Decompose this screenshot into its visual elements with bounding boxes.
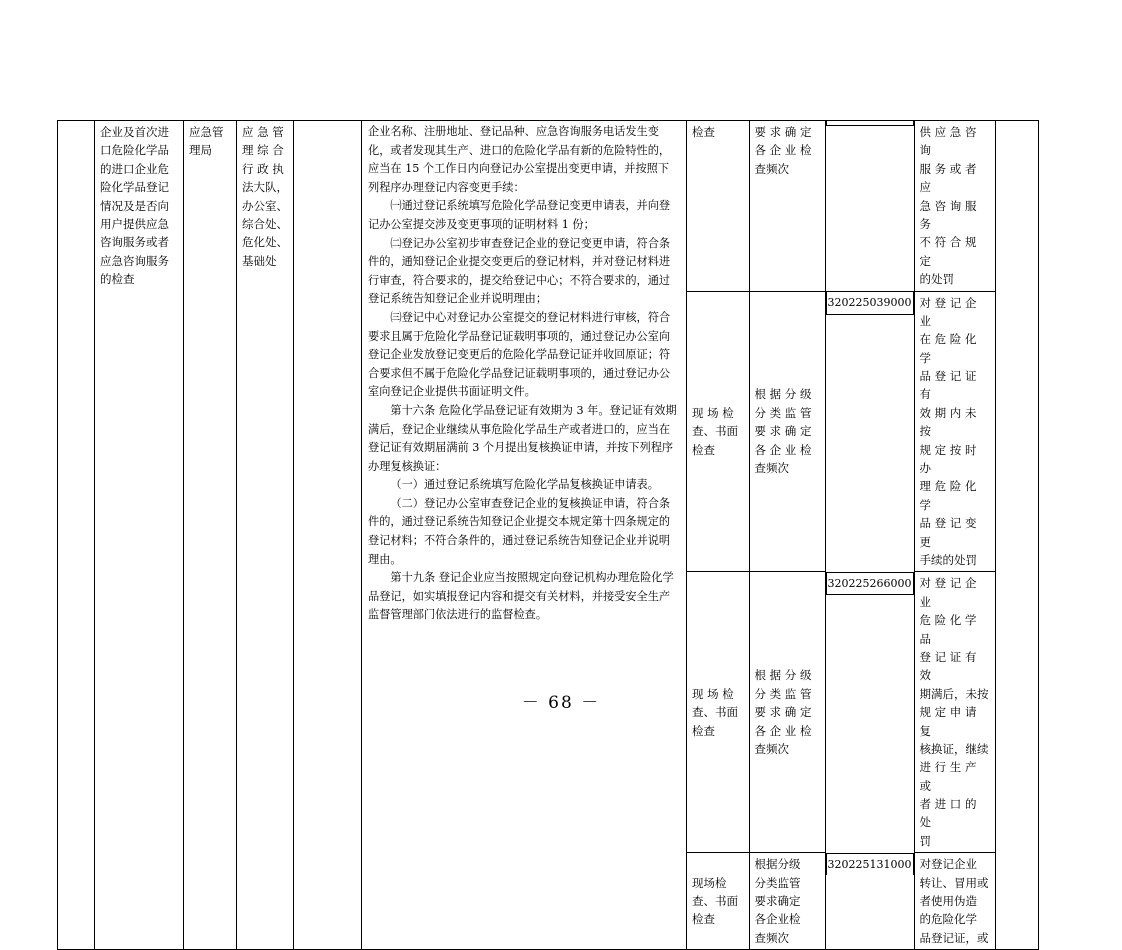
item-code: 320225266000 (826, 572, 914, 596)
legal-basis-cell (362, 121, 687, 950)
sub-row (687, 121, 996, 291)
inspection-method: 检查 (687, 121, 749, 291)
violation-description: 对 登 记 企 业 在 危 险 化 学 品 登 记 证 有 效 期 内 未 按 规 定 按 时 办 理 危 险 化 学 品 登 记 变 更 手续的处罚 (914, 291, 996, 572)
law-paragraph: ㈢登记中心对登记办公室提交的登记材料进行审核，符合要求且属于危险化学品登记证载明事项的，通过登记办公室向登记企业发放登记变更后的危险化学品登记证并收回原证；符合要求但不属于危险化学品登记证载明事项的，通过登记办公室向登记企业提供书面证明文件。 (368, 310, 671, 399)
enforcement-table (57, 120, 1039, 950)
inspection-frequency: 根据分级 分类监管 要求确定 各企业检 查频次 (749, 853, 825, 949)
law-paragraph: ㈠通过登记系统填写危险化学品登记变更申请表，并向登记办公室提交涉及变更事项的证明材料 1 份； (368, 199, 671, 231)
item-name-cell: 企业及首次进 口危险化学品 的进口企业危 险化学品登记 情况及是否向 用户提供应急 咨询服务或者 应急咨询服务 的检查 (95, 121, 184, 950)
inspection-method: 现场检 查、书面 检查 (687, 853, 749, 949)
law-paragraph: （二）登记办公室审查登记企业的复核换证申请，符合条件的，通过登记系统告知登记企业提交本规定第十四条规定的登记材料；不符合条件的，通过登记系统告知登记企业并说明理由。 (368, 496, 671, 566)
sub-rows-table (687, 121, 996, 949)
remarks-cell (996, 121, 1039, 950)
item-code: 320225039000 (826, 291, 914, 315)
violation-description: 对登记企业 转让、冒用或 者使用伪造 的危险化学 品登记证，或 (914, 853, 996, 949)
empty-cell (294, 121, 362, 950)
table-row (58, 121, 1039, 950)
sub-row (687, 853, 996, 949)
law-paragraph: 第十九条 登记企业应当按照规定向登记机构办理危险化学品登记，如实填报登记内容和提交有关材料，并接受安全生产监督管理部门依法进行的监督检查。 (368, 571, 674, 622)
law-paragraph: ㈡登记办公室初步审查登记企业的登记变更申请，符合条件的，通知登记企业提交变更后的登记材料，并对登记材料进行审查，符合要求的，提交给登记中心；不符合要求的，通过登记系统告知登记企业并说明理由； (368, 236, 671, 306)
inspection-frequency: 根 据 分 级 分 类 监 管 要 求 确 定 各 企 业 检 查频次 (749, 572, 825, 853)
sub-row (687, 291, 996, 572)
inspection-frequency: 根 据 分 级 分 类 监 管 要 求 确 定 各 企 业 检 查频次 (749, 291, 825, 572)
law-paragraph: （一）通过登记系统填写危险化学品复核换证申请表。 (390, 478, 659, 492)
inspection-frequency: 要 求 确 定 各 企 业 检 查频次 (749, 121, 825, 291)
inspection-method: 现 场 检 查、书面 检查 (687, 572, 749, 853)
inspection-method: 现 场 检 查、书面 检查 (687, 291, 749, 572)
item-code (826, 121, 914, 126)
sub-rows-cell (687, 121, 996, 950)
item-code: 320225131000 (826, 853, 914, 876)
violation-description: 对 登 记 企 业 危 险 化 学 品 登 记 证 有 效 期满后，未按 规 定 申 请 复 核换证，继续 进 行 生 产 或 者 进 口 的 处 罚 (914, 572, 996, 853)
page-number: － 68 － (521, 693, 601, 713)
law-paragraph: 第十六条 危险化学品登记证有效期为 3 年。登记证有效期满后，登记企业继续从事危险化学品生产或者进口的，应当在登记证有效期届满前 3 个月提出复核换证申请，并按下列程序办理复核换证： (368, 403, 677, 473)
law-paragraph: 企业名称、注册地址、登记品种、应急咨询服务电话发生变化，或者发现其生产、进口的危险化学品有新的危险特性的，应当在 15 个工作日内向登记办公室提出变更申请，并按照下列程序办理登记内容变更手续： (368, 125, 671, 194)
violation-description: 供 应 急 咨 询 服 务 或 者 应 急 咨 询 服 务 不 符 合 规 定 的处罚 (914, 121, 996, 291)
enforcement-unit-cell: 应 急 管 理 综 合 行 政 执 法大队， 办公室、 综合处、 危化处、 基础处 (237, 121, 294, 950)
serial-cell (58, 121, 95, 950)
department-cell: 应急管 理局 (184, 121, 237, 950)
